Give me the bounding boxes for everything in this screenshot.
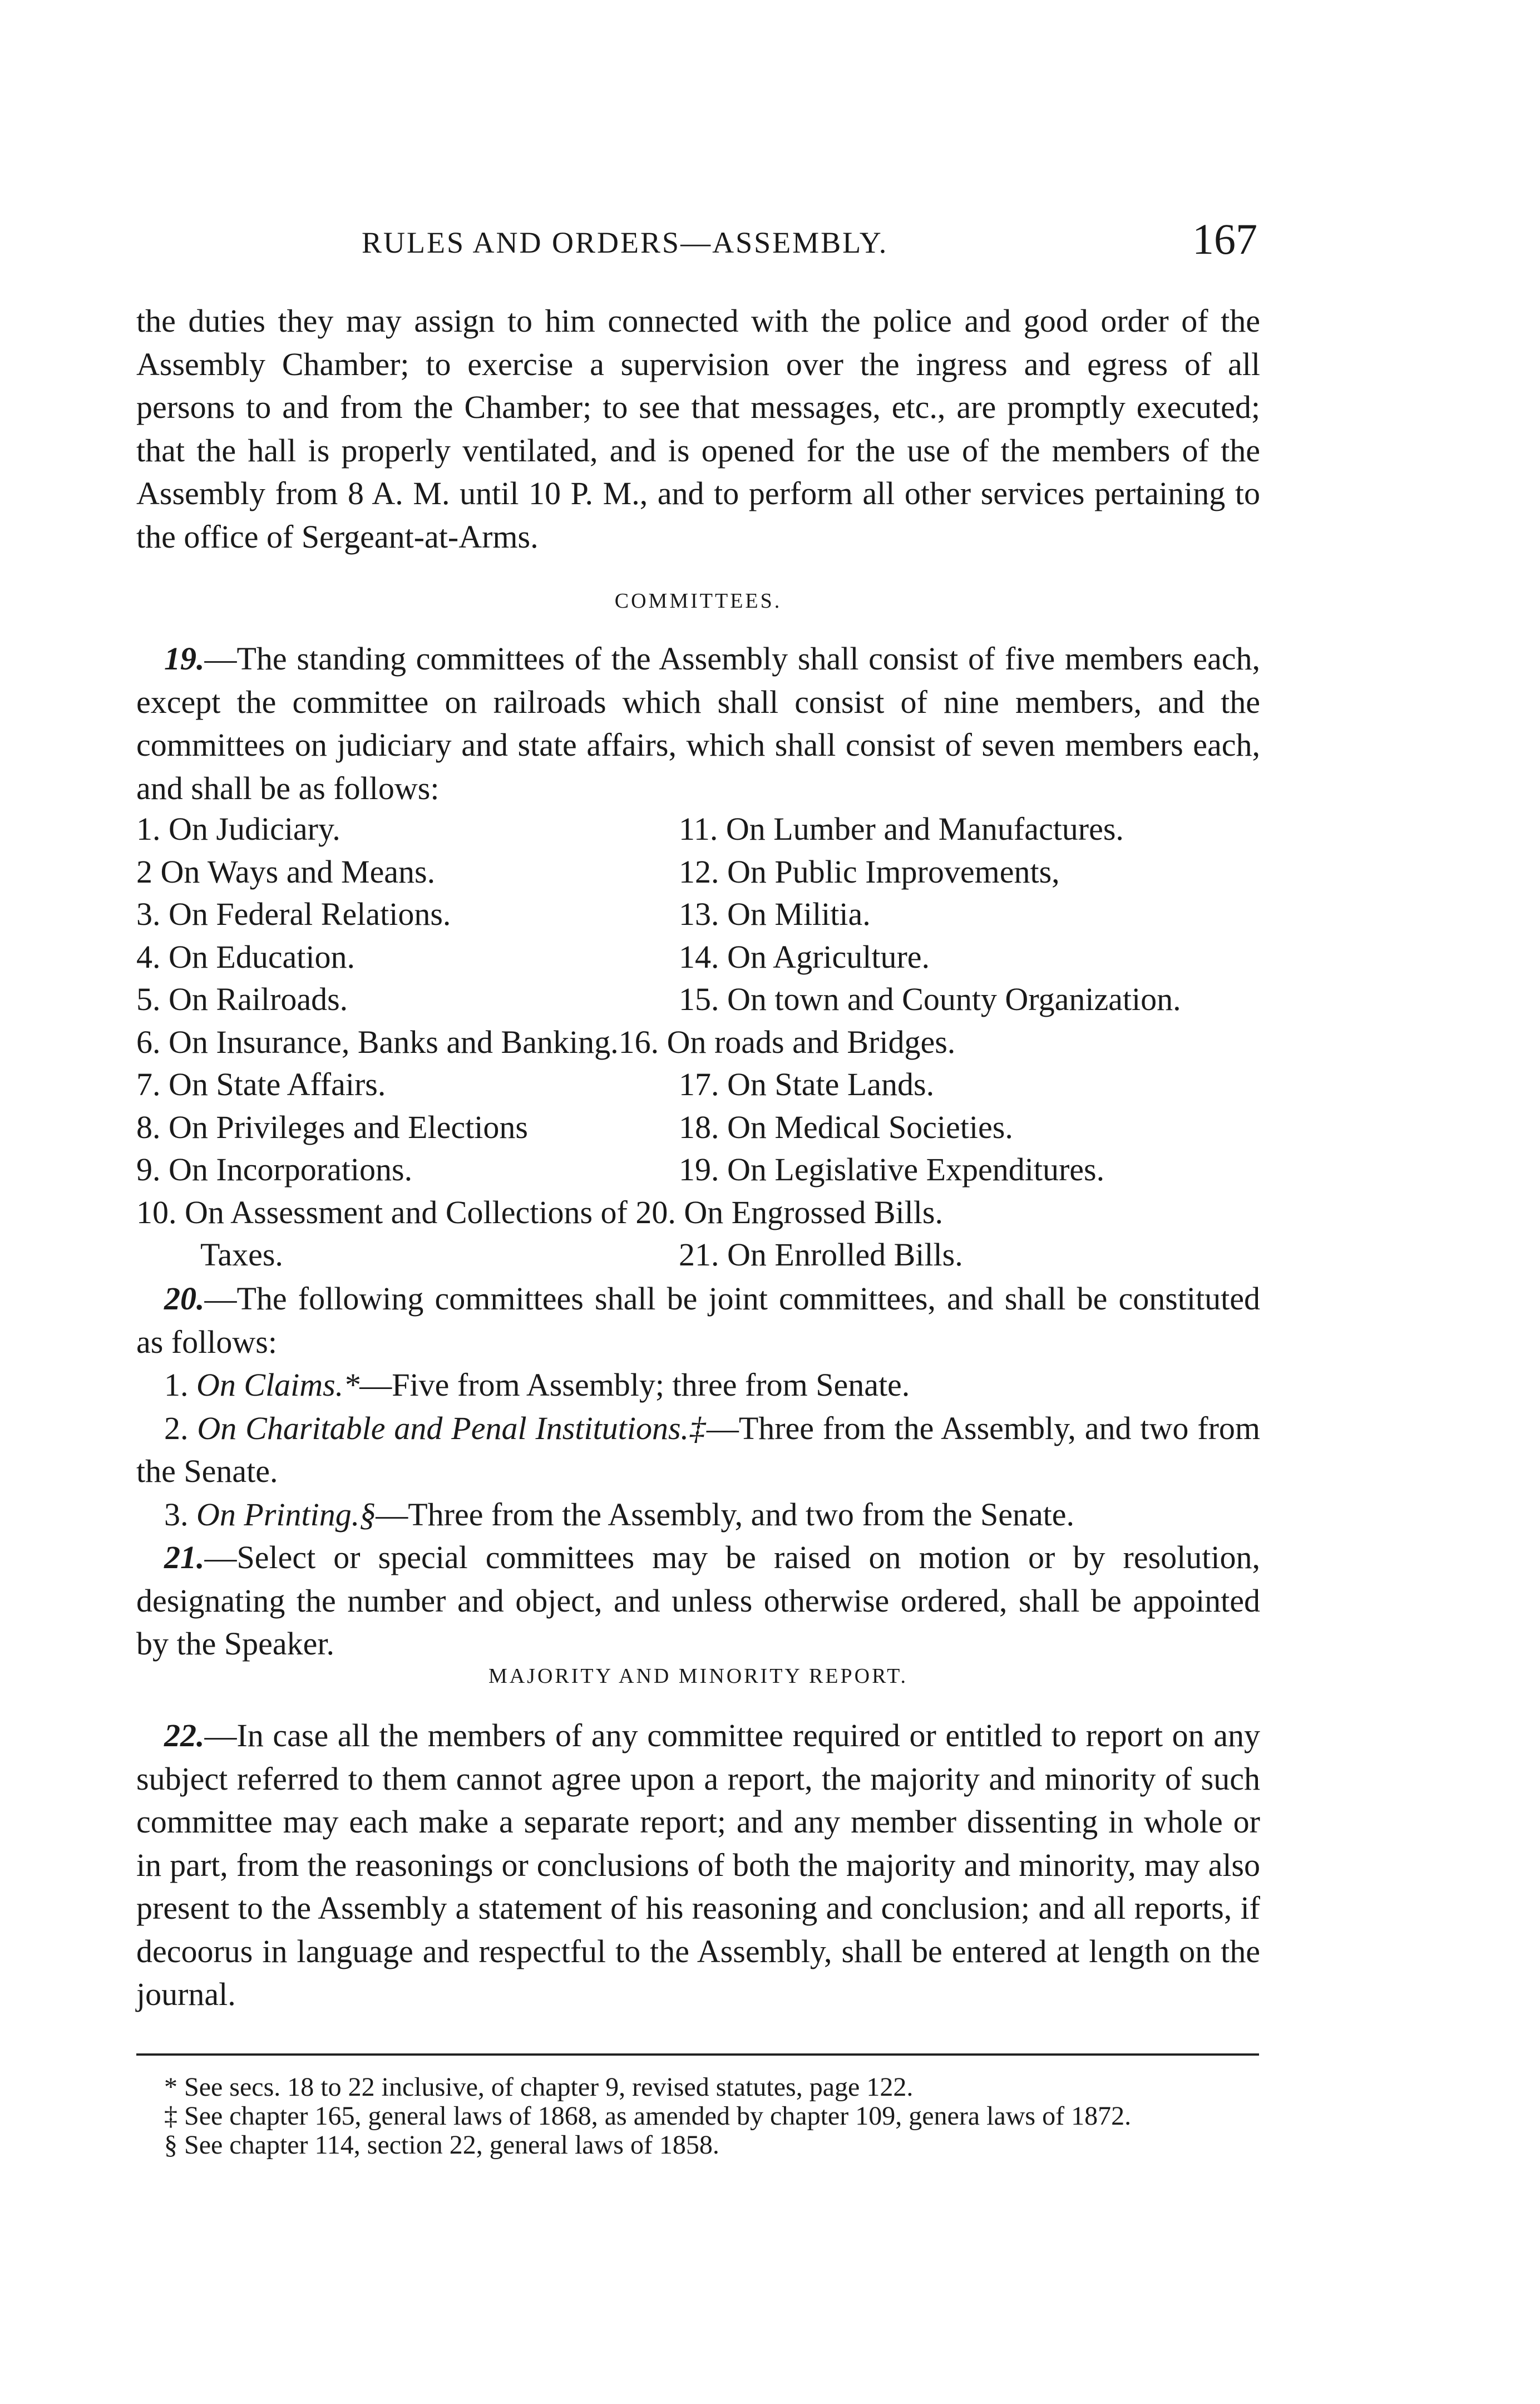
item-number: 1. bbox=[164, 1367, 196, 1403]
running-title: RULES AND ORDERS—ASSEMBLY. bbox=[362, 226, 889, 259]
committee-right: 17. On State Lands. bbox=[679, 1066, 935, 1102]
list-item bbox=[136, 851, 1266, 894]
section-20-paragraph bbox=[136, 1277, 1260, 1363]
committee-list bbox=[136, 808, 1266, 1277]
item-text: —Three from the Assembly, and two from the Senate. bbox=[376, 1496, 1075, 1533]
majority-minority-heading: MAJORITY AND MINORITY REPORT. bbox=[488, 1664, 909, 1688]
section-number: 20. bbox=[164, 1280, 205, 1317]
item-text: —Three from the Assembly, and two from the Senate. bbox=[136, 1410, 1261, 1489]
section-20 bbox=[136, 1277, 1260, 1666]
item-text: —Five from Assembly; three from Senate. bbox=[359, 1367, 910, 1403]
committee-left: 7. On State Affairs. bbox=[136, 1066, 386, 1102]
footnote-3: § See chapter 114, section 22, general laws of 1858. bbox=[164, 2130, 719, 2160]
list-item bbox=[136, 1234, 1266, 1277]
committee-left: Taxes. bbox=[136, 1237, 283, 1273]
footnotes bbox=[136, 2073, 1260, 2160]
intro-paragraph: the duties they may assign to him connected with the police and good order of the Assembly Chamber; to exercise a supervision over the ingress and egress of all persons to and from the Chamber; to see that messages, etc., are promptly executed; that the hall is properly ventilated, and is opened for the use of the members of the Assembly from 8 A. M. until 10 P. M., and to perform all other services pertaining to the office of Sergeant-at-Arms. bbox=[136, 303, 1260, 555]
section-number: 19. bbox=[164, 641, 205, 677]
list-item bbox=[136, 1106, 1266, 1149]
section-21-paragraph bbox=[136, 1536, 1260, 1666]
joint-item-1 bbox=[136, 1363, 1260, 1407]
section-19 bbox=[136, 637, 1260, 810]
list-item bbox=[136, 1063, 1266, 1106]
committee-right: 11. On Lumber and Manufactures. bbox=[679, 811, 1124, 847]
committee-wide: 6. On Insurance, Banks and Banking.16. On roads and Bridges. bbox=[136, 1023, 956, 1060]
committee-left: 1. On Judiciary. bbox=[136, 811, 340, 847]
item-number: 2. bbox=[164, 1410, 198, 1446]
committees-heading: COMMITTEES. bbox=[614, 589, 782, 613]
footnote-divider bbox=[136, 2053, 1259, 2056]
section-text: —In case all the members of any committee required or entitled to report on any subject referred to them cannot agree upon a report, the majority and minority of such committee may each make a separate report; and any member dissenting in whole or in part, from the reasonings or conclusions of both the majority and minority, may also present to the Assembly a statement of his reasoning and conclusion; and all reports, if decoorus in language and respectful to the Assembly, shall be entered at length on the journal. bbox=[136, 1717, 1260, 2012]
section-text: —The following committees shall be joint committees, and shall be constituted as follows: bbox=[136, 1280, 1260, 1360]
joint-item-3 bbox=[136, 1493, 1260, 1536]
item-title: On Printing.§ bbox=[196, 1496, 376, 1533]
list-item bbox=[136, 936, 1266, 979]
committee-right: 15. On town and County Organization. bbox=[679, 981, 1181, 1017]
list-item bbox=[136, 808, 1266, 851]
list-item bbox=[136, 893, 1266, 936]
list-item bbox=[136, 978, 1266, 1021]
item-number: 3. bbox=[164, 1496, 196, 1533]
committee-left: 3. On Federal Relations. bbox=[136, 896, 451, 932]
committee-left: 8. On Privileges and Elections bbox=[136, 1109, 528, 1145]
committee-right: 19. On Legislative Expenditures. bbox=[679, 1151, 1105, 1188]
item-title: On Charitable and Penal Institutions.‡ bbox=[197, 1410, 707, 1446]
committee-right: 13. On Militia. bbox=[679, 896, 871, 932]
committee-wide: 10. On Assessment and Collections of 20. On Engrossed Bills. bbox=[136, 1194, 943, 1230]
section-number: 21. bbox=[164, 1539, 205, 1575]
section-22 bbox=[136, 1714, 1260, 2016]
list-item bbox=[136, 1191, 1266, 1234]
committee-left: 9. On Incorporations. bbox=[136, 1151, 413, 1188]
page-header bbox=[139, 214, 1257, 275]
list-item bbox=[136, 1149, 1266, 1191]
committee-right: 18. On Medical Societies. bbox=[679, 1109, 1013, 1145]
committee-right: 14. On Agriculture. bbox=[679, 938, 930, 975]
section-number: 22. bbox=[164, 1717, 205, 1753]
intro-paragraph-block bbox=[136, 299, 1260, 558]
list-item bbox=[136, 1021, 1266, 1064]
committee-left: 5. On Railroads. bbox=[136, 981, 348, 1017]
page-number: 167 bbox=[1192, 215, 1257, 263]
section-text: —The standing committees of the Assembly shall consist of five members each, except the committee on railroads which shall consist of nine members, and the committees on judiciary and state affairs, which shall consist of seven members each, and shall be as follows: bbox=[136, 641, 1260, 806]
joint-item-2 bbox=[136, 1407, 1260, 1493]
section-text: —Select or special committees may be raised on motion or by resolution, designating the number and object, and unless otherwise ordered, shall be appointed by the Speaker. bbox=[136, 1539, 1260, 1662]
committee-right: 21. On Enrolled Bills. bbox=[679, 1237, 963, 1273]
committee-left: 4. On Education. bbox=[136, 938, 356, 975]
section-19-paragraph bbox=[136, 637, 1260, 810]
section-22-paragraph bbox=[136, 1714, 1260, 2016]
committee-right: 12. On Public Improvements, bbox=[679, 853, 1060, 890]
item-title: On Claims.* bbox=[196, 1367, 360, 1403]
committee-left: 2 On Ways and Means. bbox=[136, 853, 436, 890]
footnote-2: ‡ See chapter 165, general laws of 1868, as amended by chapter 109, genera laws of 1872. bbox=[164, 2101, 1132, 2131]
footnote-1: * See secs. 18 to 22 inclusive, of chapter 9, revised statutes, page 122. bbox=[164, 2072, 914, 2102]
